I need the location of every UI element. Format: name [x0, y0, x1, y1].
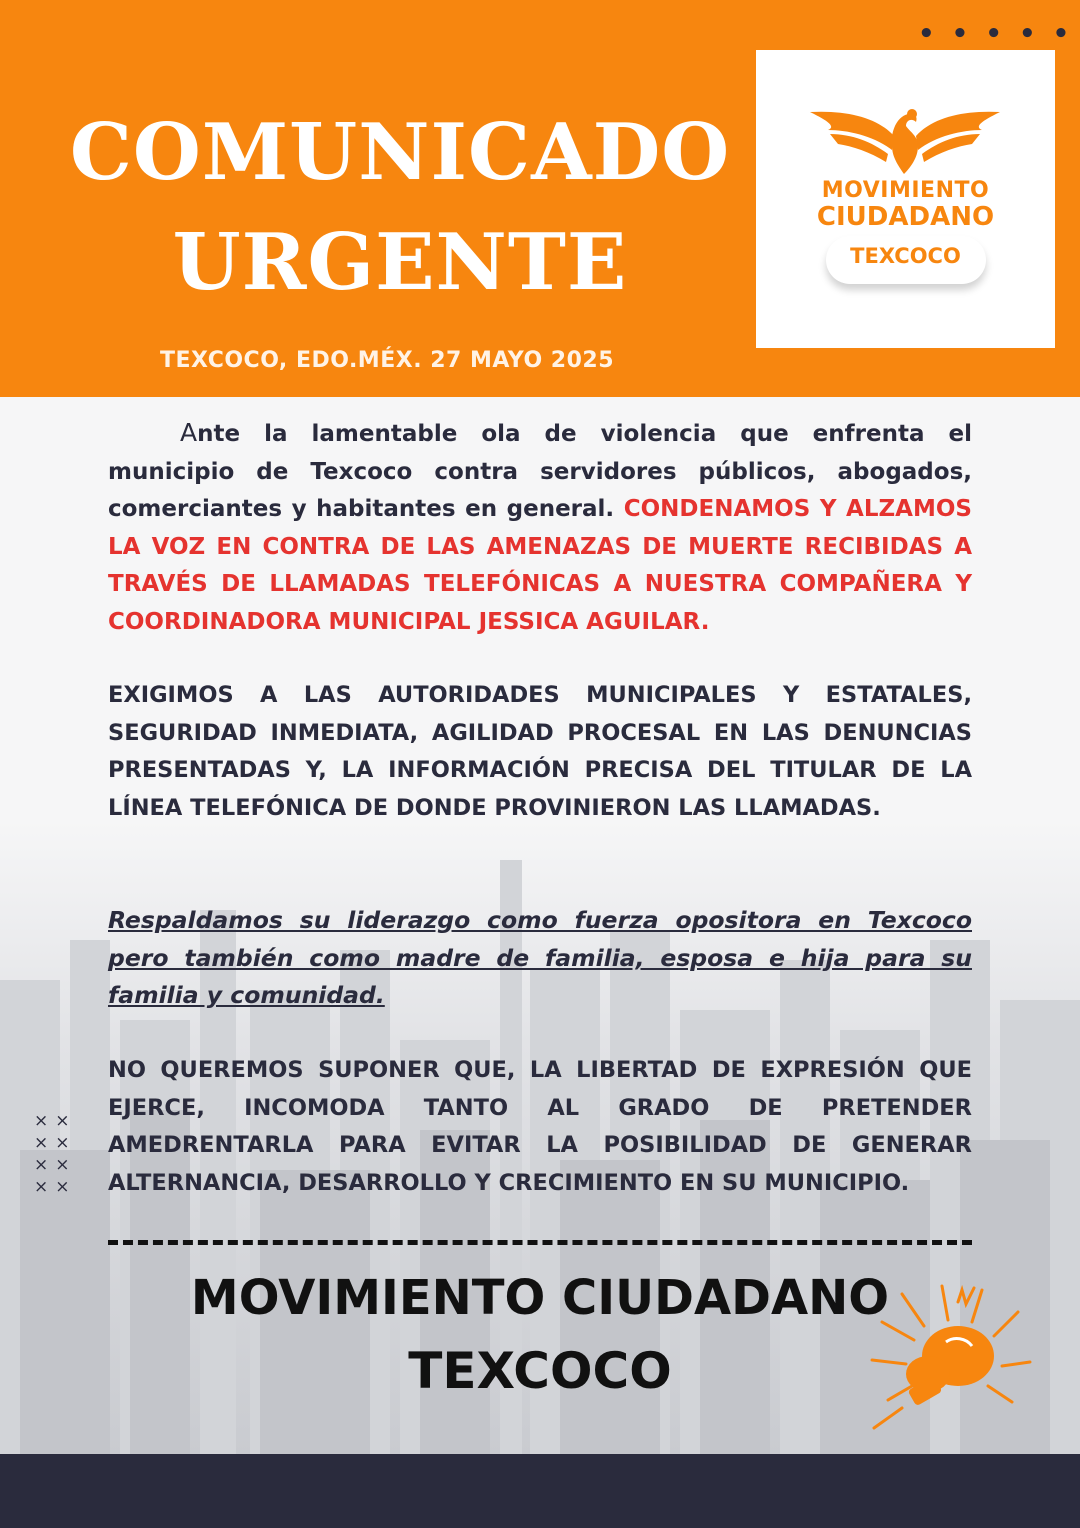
title-line-1: COMUNICADO [69, 107, 731, 198]
intro-first-letter: A [180, 418, 198, 447]
page-title [60, 98, 740, 318]
logo-text-ciudadano: CIUDADANO [816, 202, 995, 232]
signature-location: TEXCOCO [408, 1342, 672, 1400]
paragraph-intro [108, 414, 972, 642]
boxing-glove-icon [862, 1282, 1036, 1432]
intro-text: nte la lamentable ola de violencia que enfrenta el municipio de Texcoco contra servidores públicos, abogados, comerciantes y habitantes en general. [108, 421, 972, 523]
logo-text-movimiento: MOVIMIENTO [821, 178, 990, 203]
paragraph-demands: EXIGIMOS A LAS AUTORIDADES MUNICIPALES Y ESTATALES, SEGURIDAD INMEDIATA, AGILIDAD PROCESAL EN LAS DENUNCIAS PRESENTADAS Y, LA INFORMACIÓN PRECISA DEL TITULAR DE LA LÍNEA TELEFÓNICA DE DONDE PROVINIERON LAS LLAMADAS. [108, 682, 972, 821]
decorative-cross-marks: ×× ×× ×× ×× [34, 1111, 77, 1197]
party-logo [756, 50, 1055, 348]
condemnation-text: CONDENAMOS Y ALZAMOS LA VOZ EN CONTRA DE LAS AMENAZAS DE MUERTE RECIBIDAS A TRAVÉS DE LLAMADAS TELEFÓNICAS A NUESTRA COMPAÑERA Y COORDINADORA MUNICIPAL JESSICA AGUILAR. [108, 496, 972, 635]
header-banner [0, 0, 1080, 397]
logo-text-texcoco: TEXCOCO [850, 244, 961, 268]
paragraph-support: Respaldamos su liderazgo como fuerza opositora en Texcoco pero también como madre de familia, esposa e hija para su familia y comunidad. [108, 906, 972, 1010]
decorative-dots: • • • • • [918, 19, 1074, 49]
paragraph-freedom: NO QUEREMOS SUPONER QUE, LA LIBERTAD DE EXPRESIÓN QUE EJERCE, INCOMODA TANTO AL GRADO DE PRETENDER AMEDRENTARLA PARA EVITAR LA POSIBILIDAD DE GENERAR ALTERNANCIA, DESARROLLO Y CRECIMIENTO EN SU MUNICIPIO. [108, 1057, 972, 1196]
eagle-icon [808, 106, 1002, 176]
signature-party-name: MOVIMIENTO CIUDADANO [190, 1270, 890, 1326]
footer-bar [0, 1454, 1080, 1528]
dateline: TEXCOCO, EDO.MÉX. 27 MAYO 2025 [160, 348, 615, 373]
dashed-divider [108, 1240, 972, 1245]
title-line-2: URGENTE [172, 217, 628, 308]
